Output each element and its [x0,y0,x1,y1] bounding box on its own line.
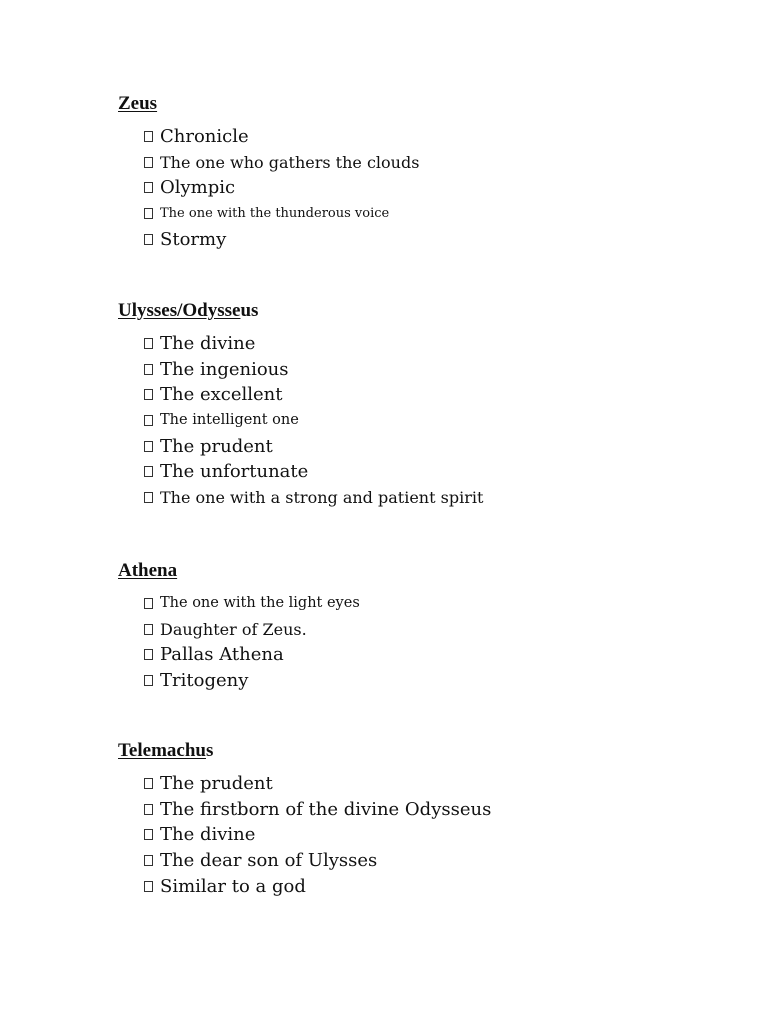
bullet-list [118,591,360,694]
checkbox-icon [144,415,153,426]
checkbox-icon [144,881,153,892]
checkbox-icon [144,389,153,400]
list-item: Chronicle [118,124,419,150]
list-item: The ingenious [118,357,483,383]
checkbox-icon [144,157,153,168]
section-heading: Ulysses/Odysseus [118,300,259,321]
list-item: Pallas Athena [118,642,360,668]
checkbox-icon [144,208,153,219]
list-item: The one with the thunderous voice [118,201,419,227]
list-item: The one with the light eyes [118,591,360,617]
checkbox-icon [144,182,153,193]
list-item: The unfortunate [118,459,483,485]
section-zeus [118,92,419,252]
list-item: The divine [118,822,491,848]
list-item: The divine [118,331,483,357]
section-odysseus [118,299,483,511]
list-item: Tritogeny [118,668,360,694]
checkbox-icon [144,234,153,245]
list-item: The prudent [118,771,491,797]
bullet-list [118,331,483,511]
checkbox-icon [144,624,153,635]
list-item: Olympic [118,175,419,201]
list-item: The excellent [118,382,483,408]
list-item: The dear son of Ulysses [118,848,491,874]
list-item: The one who gathers the clouds [118,150,419,176]
checkbox-icon [144,466,153,477]
checkbox-icon [144,492,153,503]
list-item: The prudent [118,434,483,460]
section-telemachus [118,739,491,899]
checkbox-icon [144,855,153,866]
checkbox-icon [144,364,153,375]
bullet-list [118,771,491,899]
list-item: The one with a strong and patient spirit [118,485,483,511]
section-heading: Zeus [118,93,158,114]
checkbox-icon [144,804,153,815]
section-athena [118,559,360,694]
list-item: Daughter of Zeus. [118,617,360,643]
list-item: The intelligent one [118,408,483,434]
list-item: Similar to a god [118,874,491,900]
checkbox-icon [144,598,153,609]
checkbox-icon [144,441,153,452]
bullet-list [118,124,419,252]
checkbox-icon [144,338,153,349]
section-heading: Telemachus [118,740,214,761]
checkbox-icon [144,649,153,660]
list-item: The firstborn of the divine Odysseus [118,797,491,823]
checkbox-icon [144,778,153,789]
checkbox-icon [144,675,153,686]
checkbox-icon [144,829,153,840]
list-item: Stormy [118,227,419,253]
checkbox-icon [144,131,153,142]
section-heading: Athena [118,560,178,581]
